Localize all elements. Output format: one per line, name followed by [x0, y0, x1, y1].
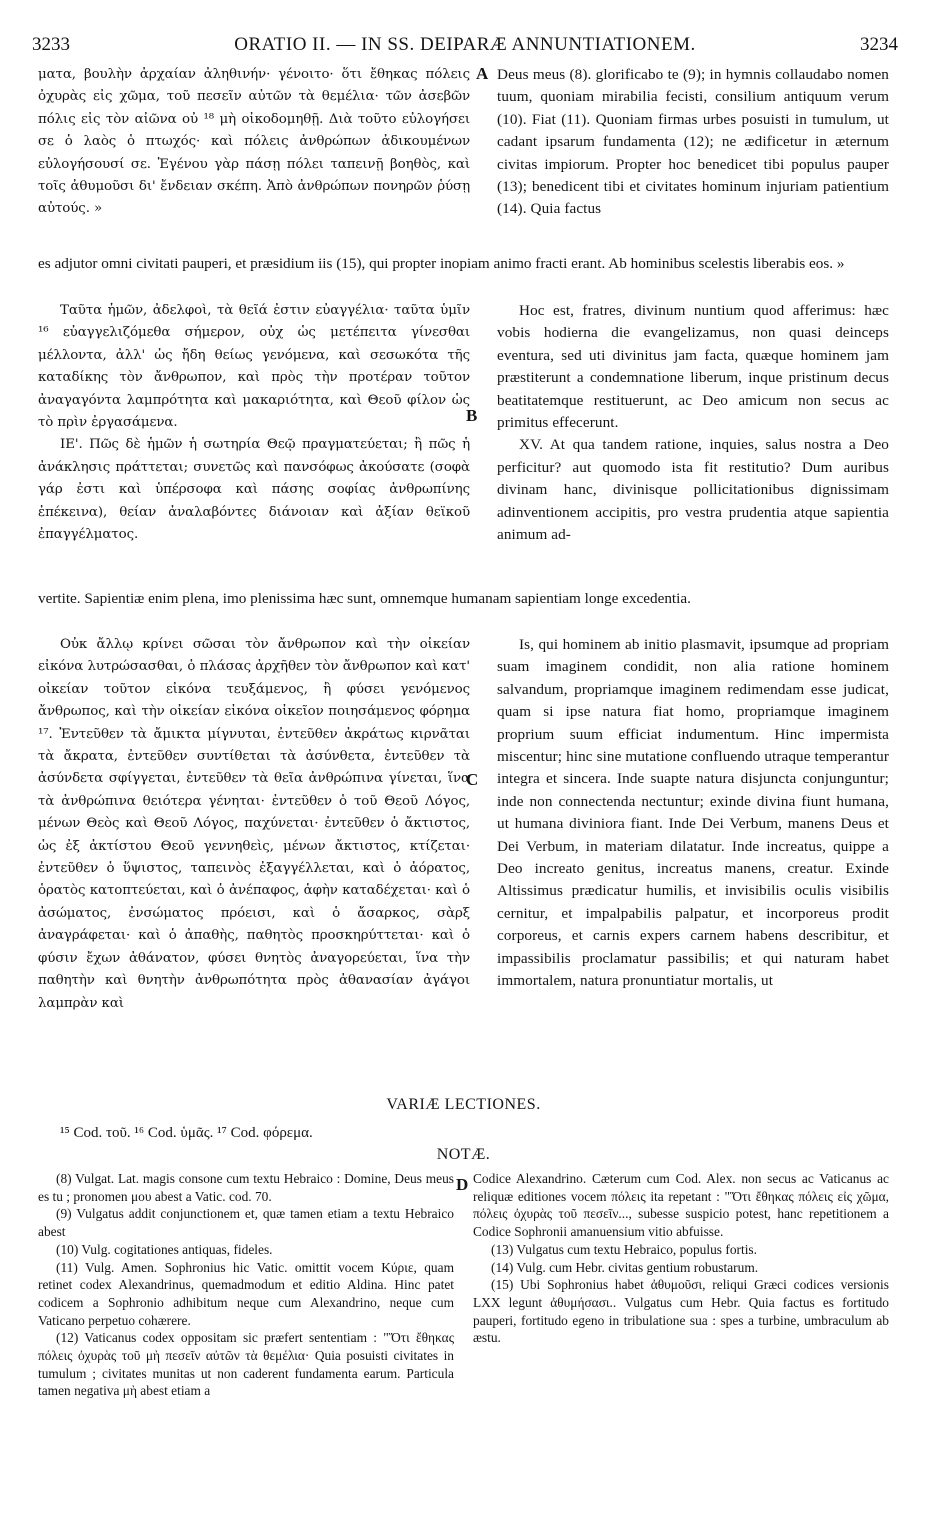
- variae-lectiones-text: ¹⁵ Cod. τοῦ. ¹⁶ Cod. ὑμᾶς. ¹⁷ Cod. φόρεμα.: [60, 1125, 313, 1141]
- note-item: (12) Vaticanus codex oppositam sic præfert sententiam : "Ὅτι ἔθηκας πόλεις ὀχυρὰς τοῦ μὴ πεσεῖν αὐτῶν τὰ θεμέλια· Quia posuisti civitates in tumulum ; civitates munitas ut non caderent fundamenta earum. Particula tamen negativa μὴ abest etiam a: [38, 1330, 454, 1399]
- greek-paragraph: ΙΕ'. Πῶς δὲ ἡμῶν ἡ σωτηρία Θεῷ πραγματεύεται; ἢ πῶς ἡ ἀνάκλησις πράττεται; συνετῶς καὶ πανσόφως ἀκούσατε (σοφὰ γάρ ἐστι καὶ ὑπέρσοφα καὶ πάσης σοφίας ἀνθρωπίνης ἐπέκεινα), θείαν ἀναλαβόντες διάνοιαν καὶ ἀξίαν θεϊκοῦ ἐπαγγέλματος.: [38, 437, 470, 543]
- latin-paragraph: Hoc est, fratres, divinum nuntium quod afferimus: hæc vobis hodierna die evangelizamus, non quasi deinceps eventura, sed uti divinitus jam facta, quæque hominem jam præstiterunt a condemnatione liberum, inque pristinum decus beatitatemque restituerunt, ac Deo amicum non secus ac primitus effecerunt.: [497, 302, 889, 432]
- note-item: (11) Vulg. Amen. Sophronius hic Vatic. omittit vocem Κύριε, quam retinet codex Alexandrinus, quemadmodum et editio Aldina. Hinc patet codicem a Sophronio adhibitum neque cum Alexandrino, neque cum Vaticano perpetuo cohærere.: [38, 1259, 454, 1328]
- notes-left-column: [38, 1170, 454, 1400]
- margin-letter-c: C: [466, 770, 479, 789]
- page-title: ORATIO II. — IN SS. DEIPARÆ ANNUNTIATIONEM.: [234, 34, 696, 55]
- greek-column-block2: [38, 300, 470, 546]
- latin-column-block3: [497, 634, 889, 993]
- greek-paragraph: Ταῦτα ἡμῶν, ἀδελφοὶ, τὰ θεῖά ἐστιν εὐαγγέλια· ταῦτα ὑμῖν ¹⁶ εὐαγγελιζόμεθα σήμερον, οὐχ ὡς μετέπειτα γίνεσθαι μέλλοντα, ἀλλ' ὡς ἤδη θείως γενόμενα, καὶ σεσωκότα τῆς καταδίκης τὸν ἄνθρωπον, καὶ πρὸς τὴν προτέραν τοῦτον ἀναγαγόντα λαμπρότητα καὶ μακαριότητα, καὶ Θεοῦ φίλον ὡς τὸ πρὶν ἐργασάμενα.: [38, 303, 470, 431]
- latin-paragraph: Is, qui hominem ab initio plasmavit, ipsumque ad propriam suam imaginem condidit, non alia ratione hominem salvandum, propriamque imaginem redimendam esse judicat, quam si ipse natura fiat homo, propriamque imaginem proprium suum efficiat indumentum. Hinc impermista miscentur; hinc sine mutatione confluendo utraque temperantur integra et sincera. Inde suapte natura disjuncta conjunguntur; inde non connectenda nectuntur; exinde divina fiunt humana, ut humana diviniora fiant. Inde Dei Verbum, manens Deus et Dei Verbum, in materiam dilatatur. Inde increatus, quippe a Deo increato genitus, increatus manens, creatur. Exinde Altissimus prædicatur humilis, et invisibilis oculis visibilis cernitur, et impalpabilis palpatur, et incorporeus prodit corporeus, et carnis expers carnem habens describitur, et impassibilis proclamatur passibilis; et qui naturam habet immortalem, natura pronuntiatur mortalis, ut: [497, 636, 889, 990]
- latin-fullwidth-text: vertite. Sapientiæ enim plena, imo plenissima hæc sunt, omnemque humanam sapientiam longe excedentia.: [38, 590, 691, 607]
- notes-right-column: [473, 1170, 889, 1347]
- variae-lectiones-heading: VARIÆ LECTIONES.: [386, 1096, 541, 1113]
- margin-letter-a: A: [476, 64, 489, 83]
- latin-column-block1: [497, 64, 889, 221]
- latin-fullwidth-text: es adjutor omni civitati pauperi, et præsidium iis (15), qui propter inopiam animo fracti erant. Ab hominibus scelestis liberabis eos. »: [38, 255, 845, 272]
- note-item: Codice Alexandrino. Cæterum cum Cod. Alex. non secus ac Vaticanus ac reliquæ editiones vocem πόλεις ita repetant : "Ὅτι ἔθηκας πόλεις εἰς χῶμα, πόλεις ὀχυρὰς τοῦ πεσεῖν..., subesse suspicio potest, hanc repetitionem a Codice Sophronii amanuensium vitio abfuisse.: [473, 1171, 889, 1240]
- latin-column-block2: [497, 300, 889, 546]
- greek-paragraph: ματα, βουλὴν ἀρχαίαν ἀληθινήν· γένοιτο· ὅτι ἔθηκας πόλεις ὀχυρὰς εἰς χῶμα, τοῦ πεσεῖν αὐτῶν τὰ θεμέλια· τῶν ἀσεβῶν πόλις εἰς τὸν αἰῶνα οὐ ¹⁸ μὴ οἰκοδομηθῇ. Διὰ τοῦτο εὐλογήσει σε ὁ λαὸς ὁ πτωχός· καὶ πόλεις ἀνθρώπων ἀδικουμένων εὐλογήσουσί σε. Ἐγένου γὰρ πάσῃ πόλει ταπεινῇ βοηθὸς, καὶ τοῖς ἀθυμοῦσι δι' ἔνδειαν σκέπη. Ἀπὸ ἀνθρώπων πονηρῶν ῥύσῃ αὐτούς. »: [38, 67, 470, 217]
- note-item: (8) Vulgat. Lat. magis consone cum textu Hebraico : Domine, Deus meus es tu ; pronomen μου abest a Vatic. cod. 70.: [38, 1171, 454, 1204]
- latin-paragraph: Deus meus (8). glorificabo te (9); in hymnis collaudabo nomen tuum, quoniam mirabilia fecisti, consilium antiquum verum (10). Fiat (11). Quoniam firmas urbes posuisti in tumulum, ut cadant ipsarum fundamenta (12); ne ædificetur in æternum civitas impiorum. Propter hoc benedicet tibi populus pauper (13); benedicent tibi et civitates hominum injuriam patientium (14). Quia factus: [497, 66, 889, 218]
- fullwidth-line-block2: [38, 588, 890, 610]
- note-item: (9) Vulgatus addit conjunctionem et, quæ tamen etiam a textu Hebraico abest: [38, 1206, 454, 1240]
- note-item: (15) Ubi Sophronius habet ἀθυμοῦσι, reliqui Græci codices versionis LXX legunt ἀθυμήσασι.. Vulgatus cum Hebr. Quia factus es fortitudo pauperi, fortitudo egeno in tribulatione sua : spes a turbine, umbraculum ab æstu.: [473, 1277, 889, 1346]
- margin-letter-d: D: [456, 1175, 469, 1194]
- greek-column-block3: [38, 634, 470, 1015]
- page-number-right: 3234: [860, 34, 898, 55]
- greek-column-block1: [38, 64, 470, 221]
- note-item: (14) Vulg. cum Hebr. civitas gentium robustarum.: [491, 1259, 759, 1275]
- note-item: (10) Vulg. cogitationes antiquas, fideles.: [56, 1241, 273, 1257]
- greek-paragraph: Οὐκ ἄλλῳ κρίνει σῶσαι τὸν ἄνθρωπον καὶ τὴν οἰκείαν εἰκόνα λυτρώσασθαι, ὁ πλάσας ἀρχῆθεν τὸν ἄνθρωπον καὶ κατ' οἰκείαν τοῦτον εἰκόνα τευξάμενος, ἢ φύσει γενόμενος ἄνθρωπος, καὶ τὴν οἰκείαν εἰκόνα οἰκεῖον ποιησάμενος φόρημα ¹⁷. Ἐντεῦθεν τὰ ἄμικτα μίγνυται, ἐντεῦθεν ἀκράτως κιρνᾶται τὰ ἄκρατα, ἐντεῦθεν συντίθεται τὰ ἀσύνθετα, ἐντεῦθεν τὰ ἀσύνδετα σφίγγεται, ἐντεῦθεν τὰ θεῖα ἀνθρώπινα γίνεται, ἵνα τὰ ἀνθρώπινα θειότερα γένηται· ἐντεῦθεν ὁ τοῦ Θεοῦ Λόγος, μένων Θεὸς καὶ Θεοῦ Λόγος, παχύνεται· ἐντεῦθεν ὁ ἄκτιστος, ὡς ἐξ ἀκτίστου Θεοῦ γεννηθεὶς, μένων ἄκτιστος, κτίζεται· ἐντεῦθεν ὁ ὕψιστος, ταπεινὸς ἐξαγγέλλεται, καὶ ὁ ἀόρατος, ὁρατὸς κατοπτεύεται, καὶ ὁ ἀνέπαφος, ἁφὴν καταδέχεται· καὶ ὁ ἀσώματος, ἐνσώματος πρόεισι, καὶ ὁ ἄσαρκος, σὰρξ ἀναγράφεται· καὶ ὁ ἀπαθὴς, παθητὸς προσκηρύττεται· καὶ ὁ φύσιν ἔχων ἀθάνατον, φύσει θνητὸς ἀναγορεύεται, ἵνα τὴν παθητὴν καὶ θνητὴν ἀνθρωπότητα πρὸς ἀθανασίαν ἀγάγοι λαμπρὰν καὶ: [38, 637, 470, 1011]
- notae-heading: NOTÆ.: [436, 1146, 491, 1163]
- page-number-left: 3233: [32, 34, 70, 55]
- latin-paragraph: XV. At qua tandem ratione, inquies, salus nostra a Deo perficitur? aut quomodo ista fit restitutio? Dum auribus divinam hanc, divinisque pollicitationibus dignissimam adinventionem accipitis, pro vestra prudentia atque sapientia animum ad-: [497, 436, 889, 544]
- fullwidth-line-block1: [38, 253, 890, 275]
- note-item: (13) Vulgatus cum textu Hebraico, populus fortis.: [491, 1241, 757, 1257]
- running-header: [30, 34, 900, 58]
- margin-letter-b: B: [466, 406, 478, 425]
